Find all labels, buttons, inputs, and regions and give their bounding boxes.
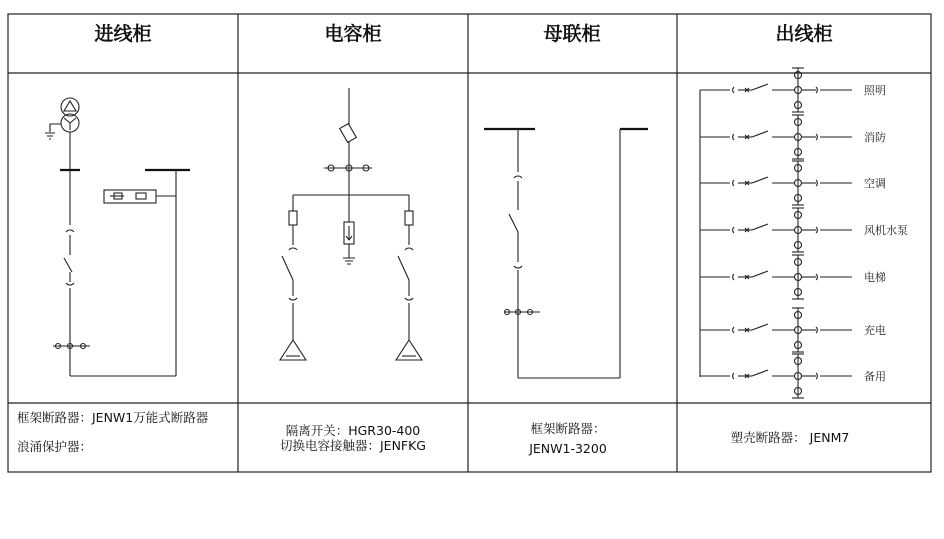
incoming-spec-breaker: 框架断路器：JENW1万能式断路器 bbox=[17, 410, 209, 425]
feeder-label: 照明 bbox=[864, 84, 886, 97]
incoming-spec-surge: 浪涌保护器： bbox=[17, 439, 93, 454]
feeder-branch-part bbox=[733, 87, 734, 93]
feeder-label: 空调 bbox=[864, 177, 886, 190]
outgoing-panel-schematic bbox=[700, 68, 852, 398]
capacitor-spec-isolator: 隔离开关：HGR30-400 bbox=[285, 423, 421, 438]
feeder-branch-part bbox=[816, 274, 817, 280]
bus-tie-spec-model: JENW1-3200 bbox=[529, 441, 607, 456]
column-title-outgoing: 出线柜 bbox=[775, 23, 833, 45]
feeder-branch-part bbox=[752, 131, 768, 137]
feeder-branch-part bbox=[733, 373, 734, 379]
feeder-label: 充电 bbox=[864, 324, 886, 337]
transformer-symbol bbox=[45, 98, 79, 139]
feeder-branch-part bbox=[752, 84, 768, 90]
feeder-branch-part bbox=[816, 87, 817, 93]
feeder-branch-part bbox=[752, 370, 768, 376]
feeder-branch-part bbox=[816, 327, 817, 333]
feeder-label: 风机水泵 bbox=[864, 224, 908, 237]
feeder-branch-part bbox=[816, 373, 817, 379]
feeder-branch-part bbox=[816, 227, 817, 233]
feeder-branch-part bbox=[733, 180, 734, 186]
feeder-branch-part bbox=[733, 134, 734, 140]
capacitor-panel-schematic bbox=[280, 88, 422, 360]
feeder-branch-part bbox=[733, 274, 734, 280]
table-grid bbox=[8, 14, 931, 472]
column-title-incoming: 进线柜 bbox=[94, 23, 152, 45]
incoming-panel-schematic bbox=[45, 98, 190, 376]
feeder-label: 备用 bbox=[864, 370, 886, 383]
outgoing-feeder-labels bbox=[864, 84, 908, 383]
column-title-bus-tie: 母联柜 bbox=[543, 23, 601, 45]
feeder-branch-part bbox=[752, 271, 768, 277]
feeder-branch-part bbox=[752, 224, 768, 230]
feeder-label: 电梯 bbox=[864, 271, 886, 284]
feeder-branch-part bbox=[816, 180, 817, 186]
column-title-capacitor: 电容柜 bbox=[324, 23, 382, 45]
bus-tie-panel-schematic bbox=[484, 129, 648, 378]
capacitor-spec-contactor: 切换电容接触器：JENFKG bbox=[279, 438, 427, 453]
feeder-branch-part bbox=[752, 324, 768, 330]
feeder-label: 消防 bbox=[864, 131, 886, 144]
feeder-branch-part bbox=[733, 227, 734, 233]
feeder-branch-part bbox=[752, 177, 768, 183]
feeder-branch-part bbox=[733, 327, 734, 333]
outgoing-spec-breaker: 塑壳断路器： JENM7 bbox=[730, 430, 850, 445]
bus-tie-spec-label: 框架断路器： bbox=[530, 421, 606, 436]
feeder-branch-part bbox=[816, 134, 817, 140]
